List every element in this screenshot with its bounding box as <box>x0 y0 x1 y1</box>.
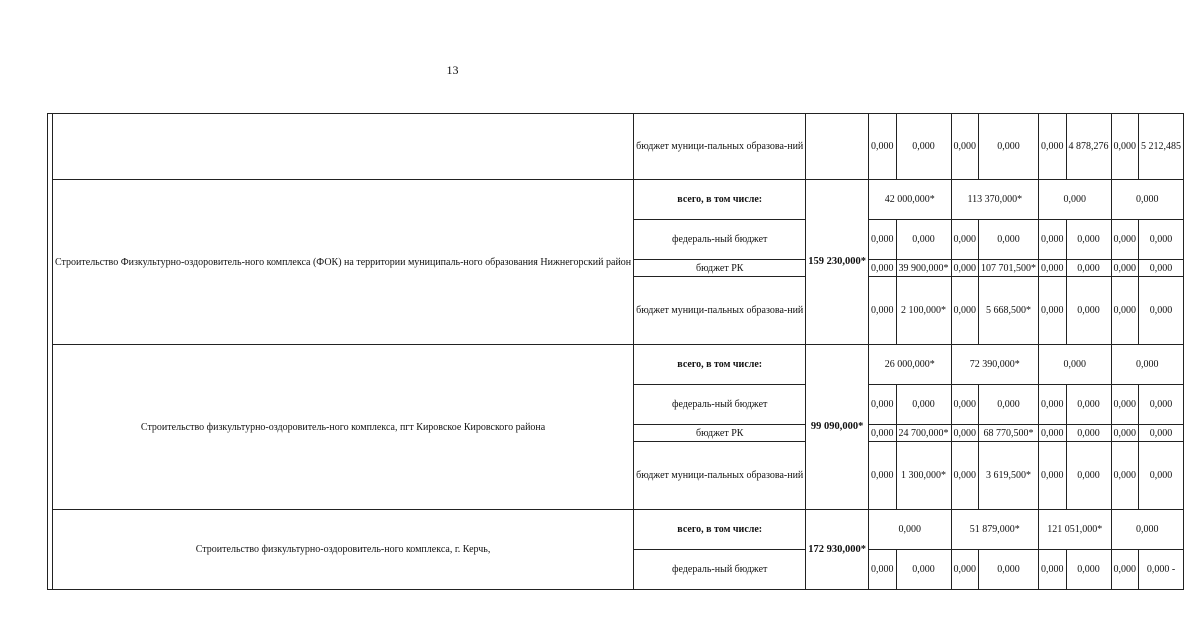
value-cell: 0,000 <box>869 277 897 345</box>
value-cell: 0,000 <box>1039 442 1067 510</box>
value-cell: 0,000 <box>1111 260 1139 277</box>
source-municipal: бюджет муници-пальных образова-ний <box>634 442 806 510</box>
value-cell: 5 212,485 <box>1139 114 1184 180</box>
project-name: Строительство Физкультурно-оздоровитель-ного комплекса (ФОК) на территории муниципаль-ного образования Нижнегорский район <box>53 180 634 345</box>
value-cell: 0,000 <box>896 385 951 425</box>
source-federal: федераль-ный бюджет <box>634 550 806 590</box>
value-cell: 0,000 <box>1111 550 1139 590</box>
value-cell: 0,000 <box>869 260 897 277</box>
value-cell: 0,000 <box>951 277 979 345</box>
value-cell: 0,000 <box>1039 550 1067 590</box>
value-cell: 0,000 <box>869 442 897 510</box>
source-municipal: бюджет муници-пальных образова-ний <box>634 277 806 345</box>
value-cell: 0,000 <box>1111 220 1139 260</box>
value-cell: 0,000 <box>896 114 951 180</box>
project-name: Строительство физкультурно-оздоровитель-ного комплекса, пгт Кировское Кировского района <box>53 345 634 510</box>
value-cell: 0,000 <box>869 114 897 180</box>
project-name: Строительство физкультурно-оздоровитель-ного комплекса, г. Керчь, <box>53 510 634 590</box>
table-row <box>48 510 1184 550</box>
value-cell: 0,000 <box>1066 277 1111 345</box>
value-cell: 0,000 <box>951 425 979 442</box>
year-sum: 42 000,000* <box>869 180 952 220</box>
source-total: всего, в том числе: <box>634 345 806 385</box>
value-cell: 0,000 <box>1139 260 1184 277</box>
value-cell: 0,000 <box>1111 385 1139 425</box>
value-cell: 0,000 <box>979 550 1039 590</box>
value-cell: 0,000 <box>1139 220 1184 260</box>
value-cell: 0,000 <box>869 425 897 442</box>
project-total: 172 930,000* <box>806 510 869 590</box>
value-cell: 0,000 <box>979 385 1039 425</box>
value-cell: 0,000 <box>1139 385 1184 425</box>
value-cell: 0,000 <box>1066 425 1111 442</box>
source-rk: бюджет РК <box>634 260 806 277</box>
source-total: всего, в том числе: <box>634 180 806 220</box>
value-cell: 0,000 <box>1066 385 1111 425</box>
source-rk: бюджет РК <box>634 425 806 442</box>
value-cell: 0,000 <box>1066 550 1111 590</box>
value-cell: 0,000 <box>1111 277 1139 345</box>
value-cell: 0,000 <box>1111 114 1139 180</box>
value-cell: 5 668,500* <box>979 277 1039 345</box>
blank-cell <box>806 114 869 180</box>
value-cell: 0,000 <box>869 550 897 590</box>
value-cell: 0,000 <box>1111 442 1139 510</box>
value-cell: 2 100,000* <box>896 277 951 345</box>
blank-cell <box>53 114 634 180</box>
value-cell: 68 770,500* <box>979 425 1039 442</box>
value-cell: 0,000 <box>896 220 951 260</box>
value-cell: 0,000 <box>1039 220 1067 260</box>
year-sum: 0,000 <box>1111 345 1184 385</box>
source-total: всего, в том числе: <box>634 510 806 550</box>
year-sum: 26 000,000* <box>869 345 952 385</box>
value-cell: 3 619,500* <box>979 442 1039 510</box>
year-sum: 0,000 <box>1111 180 1184 220</box>
value-cell: 0,000 <box>951 385 979 425</box>
value-cell: 0,000 <box>1139 277 1184 345</box>
value-cell: 0,000 <box>1039 385 1067 425</box>
value-cell: 24 700,000* <box>896 425 951 442</box>
year-sum: 0,000 <box>1039 345 1112 385</box>
value-cell: 0,000 <box>1039 260 1067 277</box>
value-cell: 0,000 <box>1066 220 1111 260</box>
table-row <box>48 180 1184 220</box>
year-sum: 0,000 <box>1111 510 1184 550</box>
value-cell: 0,000 - <box>1139 550 1184 590</box>
value-cell: 0,000 <box>951 114 979 180</box>
value-cell: 39 900,000* <box>896 260 951 277</box>
value-cell: 4 878,276 <box>1066 114 1111 180</box>
project-total: 159 230,000* <box>806 180 869 345</box>
value-cell: 0,000 <box>1066 260 1111 277</box>
value-cell: 0,000 <box>979 114 1039 180</box>
source-federal: федераль-ный бюджет <box>634 220 806 260</box>
source-municipal: бюджет муници-пальных образова-ний <box>634 114 806 180</box>
value-cell: 0,000 <box>1111 425 1139 442</box>
table-row <box>48 345 1184 385</box>
funding-table <box>47 113 1184 590</box>
value-cell: 0,000 <box>869 385 897 425</box>
year-sum: 72 390,000* <box>951 345 1039 385</box>
value-cell: 0,000 <box>1139 425 1184 442</box>
year-sum: 121 051,000* <box>1039 510 1112 550</box>
value-cell: 0,000 <box>869 220 897 260</box>
year-sum: 113 370,000* <box>951 180 1039 220</box>
value-cell: 0,000 <box>1039 114 1067 180</box>
source-federal: федераль-ный бюджет <box>634 385 806 425</box>
year-sum: 0,000 <box>869 510 952 550</box>
page-number: 13 <box>446 63 459 77</box>
value-cell: 1 300,000* <box>896 442 951 510</box>
value-cell: 0,000 <box>1039 277 1067 345</box>
value-cell: 0,000 <box>1066 442 1111 510</box>
value-cell: 0,000 <box>951 550 979 590</box>
value-cell: 107 701,500* <box>979 260 1039 277</box>
year-sum: 51 879,000* <box>951 510 1039 550</box>
value-cell: 0,000 <box>951 260 979 277</box>
value-cell: 0,000 <box>1139 442 1184 510</box>
value-cell: 0,000 <box>896 550 951 590</box>
value-cell: 0,000 <box>951 220 979 260</box>
value-cell: 0,000 <box>1039 425 1067 442</box>
value-cell: 0,000 <box>951 442 979 510</box>
year-sum: 0,000 <box>1039 180 1112 220</box>
project-total: 99 090,000* <box>806 345 869 510</box>
value-cell: 0,000 <box>979 220 1039 260</box>
table-row <box>48 114 1184 180</box>
